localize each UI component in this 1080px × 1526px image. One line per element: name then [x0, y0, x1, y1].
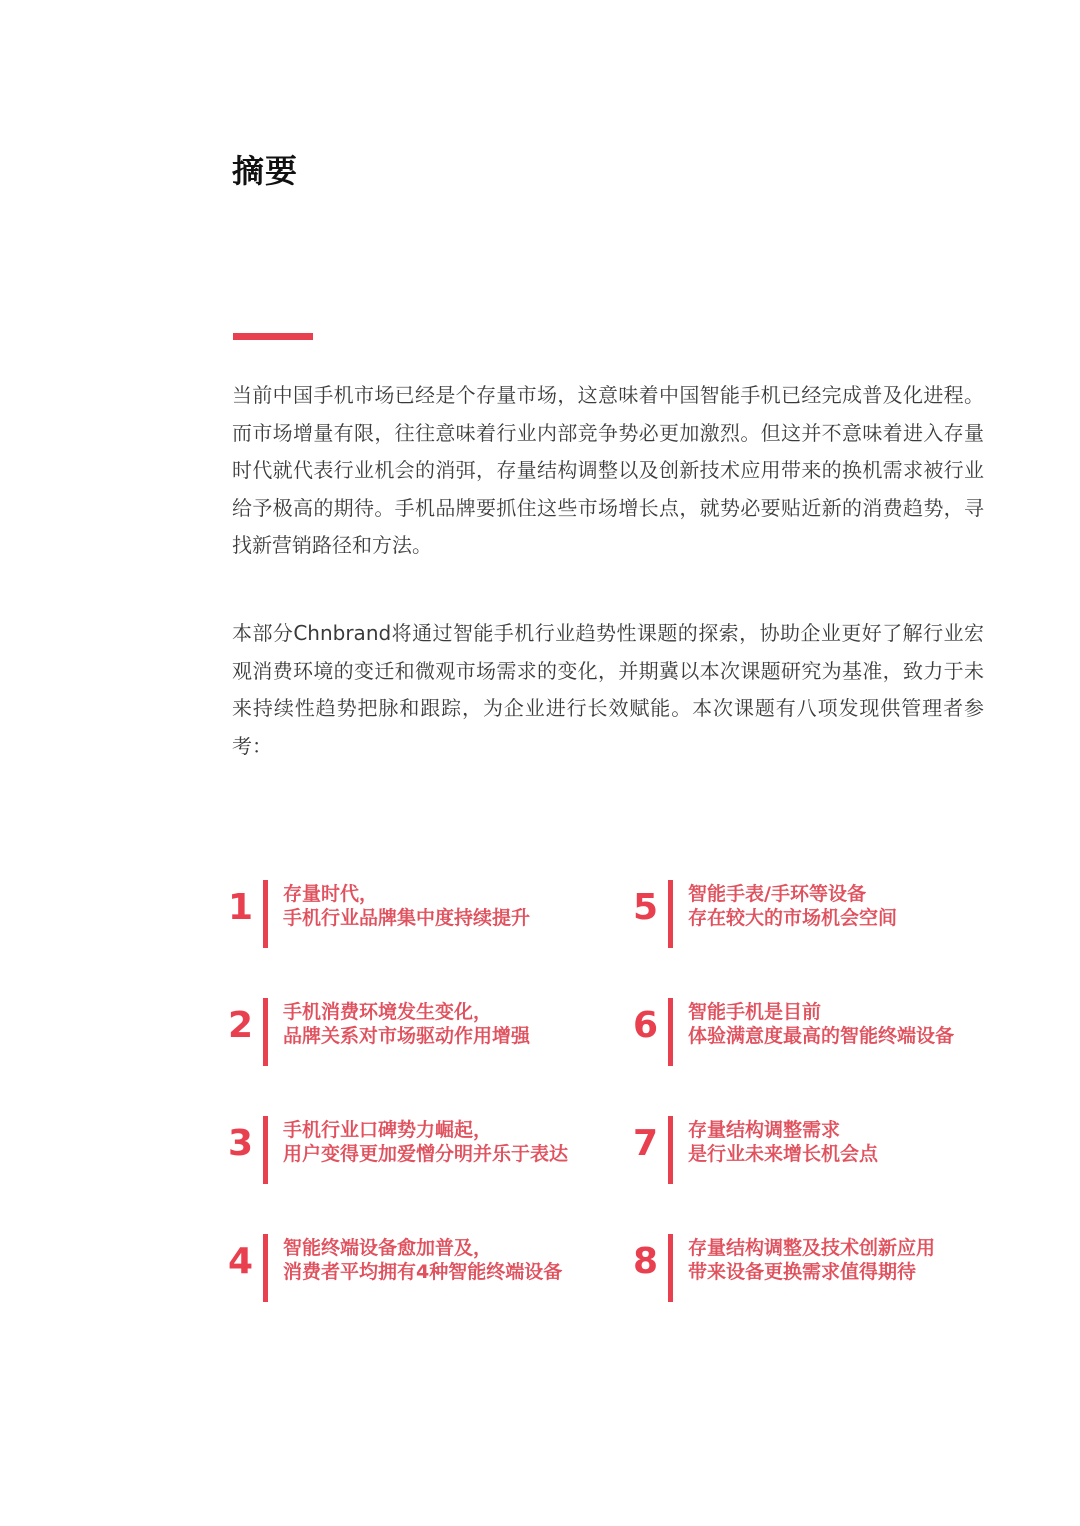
finding-line-1: 存量时代， — [283, 883, 379, 905]
finding-line-1: 存量结构调整需求 — [688, 1119, 841, 1141]
finding-line-1: 手机行业口碑势力崛起， — [283, 1119, 493, 1141]
finding-item — [228, 1234, 633, 1352]
finding-text — [283, 1118, 568, 1166]
finding-item — [633, 1116, 1018, 1234]
finding-text — [688, 882, 897, 930]
finding-line-2: 存在较大的市场机会空间 — [688, 907, 898, 929]
finding-number: 7 — [633, 1123, 659, 1164]
finding-line-1: 存量结构调整及技术创新应用 — [688, 1237, 936, 1259]
finding-text — [283, 1236, 562, 1284]
finding-line-2: 体验满意度最高的智能终端设备 — [688, 1025, 955, 1047]
finding-rule — [263, 998, 268, 1066]
finding-rule — [668, 1234, 673, 1302]
finding-item — [633, 880, 1018, 998]
finding-line-1: 智能终端设备愈加普及， — [283, 1237, 493, 1259]
finding-text — [283, 882, 530, 930]
finding-item — [633, 998, 1018, 1116]
finding-number: 2 — [228, 1005, 254, 1046]
finding-text — [688, 1000, 954, 1048]
finding-item — [228, 1116, 633, 1234]
finding-item — [633, 1234, 1018, 1352]
finding-line-1: 智能手表/手环等设备 — [688, 883, 866, 905]
finding-rule — [263, 1116, 268, 1184]
finding-line-2: 带来设备更换需求值得期待 — [688, 1261, 917, 1283]
finding-text — [283, 1000, 530, 1048]
page-title: 摘要 — [232, 152, 299, 190]
finding-line-2: 手机行业品牌集中度持续提升 — [283, 907, 531, 929]
finding-number: 1 — [228, 887, 254, 928]
finding-line-2: 用户变得更加爱憎分明并乐于表达 — [283, 1143, 569, 1165]
finding-line-2: 是行业未来增长机会点 — [688, 1143, 879, 1165]
finding-line-2: 品牌关系对市场驱动作用增强 — [283, 1025, 531, 1047]
finding-rule — [668, 998, 673, 1066]
intro-paragraph-2: 本部分Chnbrand将通过智能手机行业趋势性课题的探索，协助企业更好了解行业宏观消费环境的变迁和微观市场需求的变化，并期冀以本次课题研究为基准，致力于未来持续性趋势把脉和跟踪，为企业进行长效赋能。本次课题有八项发现供管理者参考： — [232, 621, 984, 758]
finding-rule — [263, 880, 268, 948]
finding-text — [688, 1118, 878, 1166]
finding-number: 6 — [633, 1005, 659, 1046]
finding-line-1: 手机消费环境发生变化， — [283, 1001, 493, 1023]
finding-number: 4 — [228, 1241, 254, 1282]
finding-number: 3 — [228, 1123, 254, 1164]
finding-rule — [263, 1234, 268, 1302]
intro-paragraph-1: 当前中国手机市场已经是个存量市场，这意味着中国智能手机已经完成普及化进程。而市场增量有限，往往意味着行业内部竞争势必更加激烈。但这并不意味着进入存量时代就代表行业机会的消弭，存量结构调整以及创新技术应用带来的换机需求被行业给予极高的期待。手机品牌要抓住这些市场增长点，就势必要贴近新的消费趋势，寻找新营销路径和方法。 — [232, 383, 984, 558]
finding-number: 8 — [633, 1241, 659, 1282]
finding-line-1: 智能手机是目前 — [688, 1001, 822, 1023]
findings-list — [228, 880, 1018, 1352]
finding-line-2: 消费者平均拥有4种智能终端设备 — [283, 1261, 563, 1283]
finding-text — [688, 1236, 935, 1284]
finding-rule — [668, 1116, 673, 1184]
finding-item — [228, 998, 633, 1116]
finding-rule — [668, 880, 673, 948]
accent-divider — [233, 333, 313, 340]
finding-item — [228, 880, 633, 998]
finding-number: 5 — [633, 887, 659, 928]
